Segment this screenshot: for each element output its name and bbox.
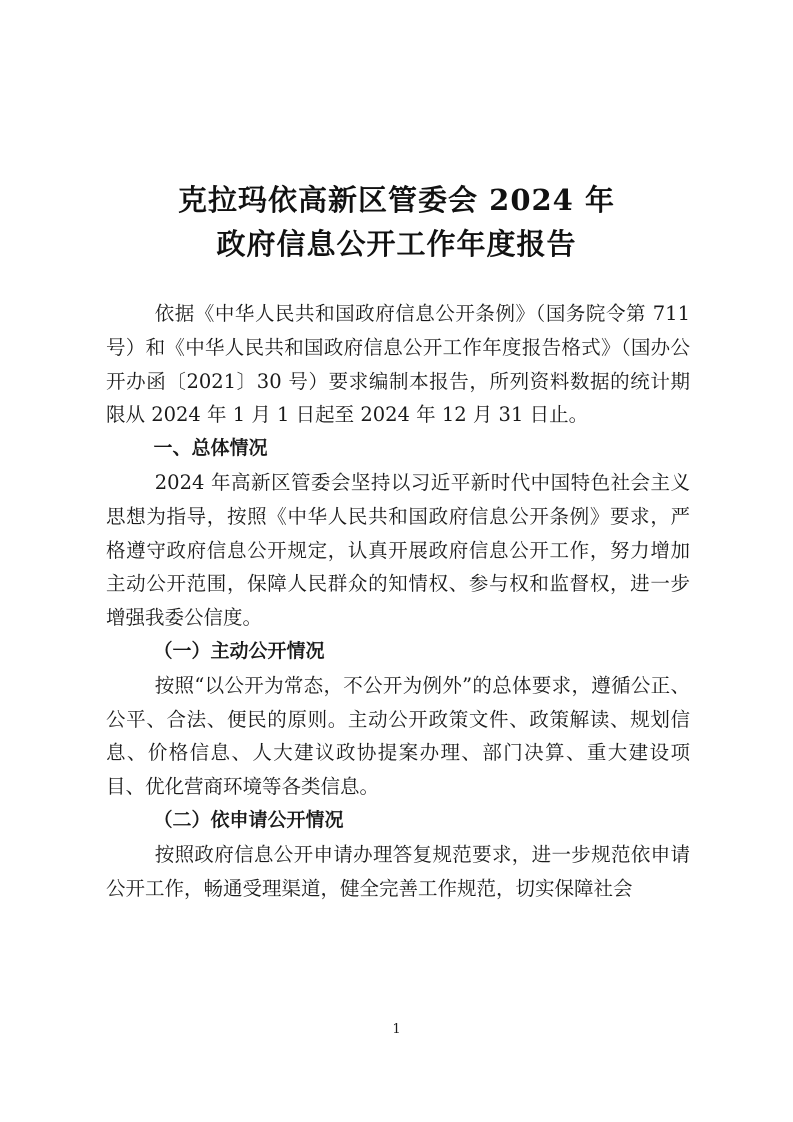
page-number: 1	[392, 1022, 401, 1037]
application-paragraph: 按照政府信息公开申请办理答复规范要求，进一步规范依申请公开工作，畅通受理渠道，健全完善工作规范，切实保障社会	[106, 842, 690, 900]
subsection-heading-proactive: （一）主动公开情况	[153, 639, 325, 662]
section-heading-overview: 一、总体情况	[153, 437, 268, 460]
title-line-1: 克拉玛依高新区管委会 2024 年	[178, 183, 615, 217]
title-line-2: 政府信息公开工作年度报告	[216, 227, 577, 261]
document-body	[106, 297, 690, 905]
proactive-paragraph: 按照“以公开为常态，不公开为例外”的总体要求，遵循公正、公平、合法、便民的原则。主动公开政策文件、政策解读、规划信息、价格信息、人大建议政协提案办理、部门决算、重大建设项目、优化营商环境等各类信息。	[106, 673, 690, 799]
document-title	[0, 178, 793, 266]
overview-paragraph: 2024 年高新区管委会坚持以习近平新时代中国特色社会主义思想为指导，按照《中华人民共和国政府信息公开条例》要求，严格遵守政府信息公开规定，认真开展政府信息公开工作，努力增加主动公开范围，保障人民群众的知情权、参与权和监督权，进一步增强我委公信度。	[106, 470, 690, 630]
subsection-heading-application: （二）依申请公开情况	[153, 808, 344, 831]
intro-paragraph: 依据《中华人民共和国政府信息公开条例》（国务院令第 711 号）和《中华人民共和国政府信息公开工作年度报告格式》（国办公开办函〔2021〕30 号）要求编制本报告，所列资料数据的统计期限从 2024 年 1 月 1 日起至 2024 年 12 月 31 日止。	[106, 302, 690, 427]
